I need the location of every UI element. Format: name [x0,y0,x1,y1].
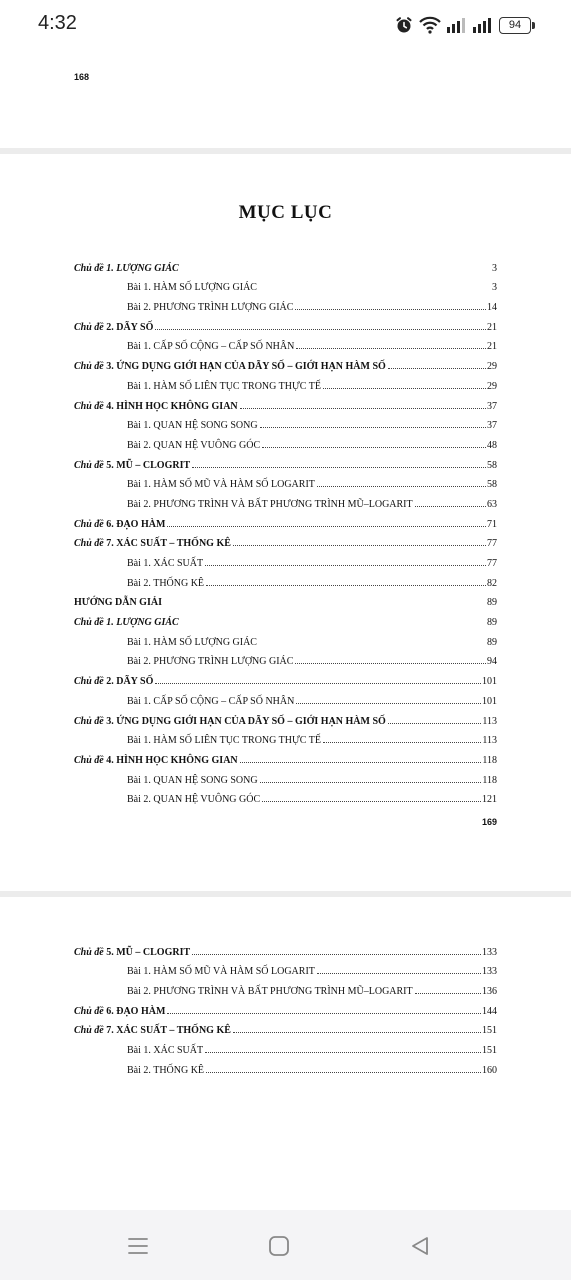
toc-lesson-entry [74,372,497,392]
toc-leader [415,992,481,994]
toc-entry-prefix: Chủ đề 1. [74,617,114,629]
toc-entry-label: Bài 1. HÀM SỐ MŨ VÀ HÀM SỐ LOGARIT [127,966,315,978]
toc-leader [205,1051,481,1053]
toc-leader [240,761,482,763]
toc-lesson-entry [74,431,497,451]
toc-entry-prefix: Chủ đề [74,676,104,688]
toc-entry-prefix: Chủ đề [74,754,104,766]
toc-entry-prefix: Chủ đề [74,1025,104,1037]
toc-page-number: 113 [482,715,497,727]
toc-page-number: 101 [482,676,497,688]
toc-entry-label: Bài 2. PHƯƠNG TRÌNH LƯỢNG GIÁC [127,302,294,314]
toc-entry-label: Bài 1. HÀM SỐ LIÊN TỤC TRONG THỰC TẾ [127,735,321,747]
toc-lesson-entry [74,412,497,432]
toc-entry-label: Bài 2. QUAN HỆ VUÔNG GÓC [127,794,261,806]
toc-entry-label: Bài 2. QUAN HỆ VUÔNG GÓC [127,439,261,451]
toc-entry-title: 2. DÃY SỐ [106,321,154,333]
toc-entry-label: Bài 1. HÀM SỐ MŨ VÀ HÀM SỐ LOGARIT [127,479,315,491]
signal-icon-2 [473,17,493,33]
toc-leader [262,446,486,448]
toc-entry-label: Bài 1. CẤP SỐ CỘNG – CẤP SỐ NHÂN [127,341,295,353]
toc-entry-label [74,597,162,608]
navigation-bar [0,1210,571,1280]
toc-entry-label [74,538,231,549]
toc-leader [317,972,481,974]
toc-page-number: 63 [487,498,497,510]
toc-page-number: 113 [482,735,497,747]
toc-entry-title: LƯỢNG GIÁC [116,617,179,629]
toc-chapter-entry [74,254,497,274]
toc-page-number: 101 [482,695,497,707]
toc-lesson-entry [74,766,497,786]
table-of-contents [74,254,497,805]
toc-lesson-entry [74,628,497,648]
wifi-icon [419,16,441,34]
toc-entry-label: Bài 2. PHƯƠNG TRÌNH VÀ BẤT PHƯƠNG TRÌNH MŨ–LOGARIT [127,986,413,998]
toc-entry-title: 7. XÁC SUẤT – THỐNG KÊ [106,538,231,550]
toc-entry-label: Bài 1. XÁC SUẤT [127,558,204,569]
toc-page-number: 3 [492,282,497,294]
toc-leader [260,426,486,428]
toc-leader [323,387,486,389]
toc-entry-title: 7. XÁC SUẤT – THỐNG KÊ [106,1025,231,1037]
toc-chapter-entry [74,510,497,530]
table-of-contents [74,938,497,1076]
page-169 [0,154,571,891]
toc-page-number: 89 [487,617,497,629]
toc-page-number: 133 [482,966,497,978]
home-icon[interactable] [267,1234,291,1258]
toc-entry-label: Bài 1. QUAN HỆ SONG SONG [127,774,258,786]
toc-entry-label [74,401,238,412]
toc-page-number: 89 [487,636,497,648]
toc-entry-label [74,1025,231,1036]
toc-leader [296,702,481,704]
toc-leader [296,347,486,349]
toc-entry-prefix: Chủ đề [74,459,104,471]
toc-entry-label: Bài 1. HÀM SỐ LƯỢNG GIÁC [127,282,257,294]
toc-leader [205,564,486,566]
toc-page-number: 151 [482,1025,497,1037]
toc-page-number: 37 [487,400,497,412]
toc-lesson-entry [74,549,497,569]
toc-lesson-entry [74,727,497,747]
toc-leader [192,466,486,468]
toc-lesson-entry [74,471,497,491]
toc-entry-prefix: Chủ đề [74,1005,104,1017]
toc-entry-prefix: Chủ đề [74,946,104,958]
toc-entry-prefix: Chủ đề [74,518,104,530]
toc-lesson-entry [74,786,497,806]
toc-leader [233,1031,481,1033]
back-icon[interactable] [408,1234,432,1258]
toc-lesson-entry [74,687,497,707]
toc-entry-title: HƯỚNG DẪN GIẢI [74,597,162,609]
toc-page-number: 3 [492,262,497,274]
signal-icon-1 [447,17,467,33]
toc-entry-label: Bài 1. CẤP SỐ CỘNG – CẤP SỐ NHÂN [127,695,295,707]
toc-entry-label [74,322,153,333]
toc-entry-label [74,460,190,471]
toc-entry-label [74,519,165,530]
toc-lesson-entry [74,293,497,313]
toc-entry-title: LƯỢNG GIÁC [116,262,179,274]
toc-entry-prefix: Chủ đề 1. [74,262,114,274]
battery-icon: 94 [499,17,531,34]
toc-entry-title: 5. MŨ – CLOGRIT [106,946,191,958]
toc-page-number: 118 [482,754,497,766]
toc-entry-title: 6. ĐẠO HÀM [106,1005,166,1017]
toc-page-number: 37 [487,420,497,432]
status-icons [395,14,531,36]
toc-page-number: 21 [487,321,497,333]
toc-page-number: 136 [482,986,497,998]
toc-leader [192,953,481,955]
toc-entry-label [74,947,190,958]
menu-icon[interactable] [126,1234,150,1258]
toc-lesson-entry [74,1056,497,1076]
alarm-icon [395,16,413,34]
page-168 [0,52,571,148]
toc-page-number: 133 [482,946,497,958]
toc-entry-label [74,617,179,628]
toc-entry-title: 4. HÌNH HỌC KHÔNG GIAN [106,400,238,412]
toc-lesson-entry [74,648,497,668]
toc-entry-label: Bài 1. HÀM SỐ LIÊN TỤC TRONG THỰC TẾ [127,380,321,392]
page-number: 169 [482,817,498,827]
toc-leader [206,584,486,586]
toc-chapter-entry [74,352,497,372]
toc-entry-title: 3. ỨNG DỤNG GIỚI HẠN CỦA DÃY SỐ – GIỚI HẠN HÀM SỐ [106,361,386,373]
toc-chapter-entry [74,707,497,727]
toc-entry-label [74,676,153,687]
toc-leader [388,367,486,369]
toc-leader [415,505,486,507]
toc-lesson-entry [74,490,497,510]
toc-entry-label [74,361,386,372]
toc-page-number: 160 [482,1064,497,1076]
toc-leader [167,1012,481,1014]
toc-lesson-entry [74,274,497,294]
toc-chapter-entry [74,938,497,958]
toc-leader [260,781,482,783]
toc-chapter-entry [74,313,497,333]
toc-page-number: 29 [487,361,497,373]
toc-leader [206,1071,481,1073]
toc-entry-prefix: Chủ đề [74,321,104,333]
toc-page-number: 94 [487,656,497,668]
toc-entry-prefix: Chủ đề [74,361,104,373]
toc-page-number: 118 [482,774,497,786]
toc-entry-prefix: Chủ đề [74,538,104,550]
toc-page-number: 58 [487,459,497,471]
toc-lesson-entry [74,333,497,353]
toc-chapter-entry [74,746,497,766]
toc-page-number: 89 [487,597,497,609]
toc-entry-title: 6. ĐẠO HÀM [106,518,166,530]
toc-page-number: 121 [482,794,497,806]
toc-page-number: 82 [487,577,497,589]
toc-lesson-entry [74,1036,497,1056]
toc-entry-label [74,716,386,727]
status-time: 4:32 [38,12,77,34]
toc-chapter-entry [74,392,497,412]
toc-chapter-entry [74,667,497,687]
toc-leader [155,328,486,330]
toc-entry-label: Bài 1. QUAN HỆ SONG SONG [127,420,258,432]
toc-lesson-entry [74,977,497,997]
toc-lesson-entry [74,569,497,589]
toc-page-number: 77 [487,538,497,550]
toc-entry-label: Bài 2. THỐNG KÊ [127,577,205,589]
toc-lesson-entry [74,958,497,978]
toc-page-number: 77 [487,558,497,569]
toc-entry-label: Bài 2. PHƯƠNG TRÌNH VÀ BẤT PHƯƠNG TRÌNH MŨ–LOGARIT [127,498,413,510]
toc-leader [262,800,481,802]
toc-entry-label: Bài 1. HÀM SỐ LƯỢNG GIÁC [127,636,257,648]
page-170 [0,897,571,1210]
toc-leader [388,722,482,724]
toc-leader [323,741,481,743]
toc-page-number: 151 [482,1045,497,1057]
toc-page-number: 144 [482,1005,497,1017]
toc-page-number: 14 [487,302,497,314]
toc-page-number: 21 [487,341,497,353]
toc-leader [317,485,486,487]
toc-page-number: 29 [487,380,497,392]
toc-chapter-entry [74,451,497,471]
toc-entry-label: Bài 1. XÁC SUẤT [127,1045,204,1057]
toc-page-number: 58 [487,479,497,491]
toc-leader [155,682,481,684]
toc-entry-title: 4. HÌNH HỌC KHÔNG GIAN [106,754,238,766]
toc-chapter-entry [74,589,497,609]
toc-entry-label [74,1006,165,1017]
toc-page-number: 48 [487,439,497,451]
toc-chapter-entry [74,530,497,550]
toc-entry-label [74,755,238,766]
toc-entry-label [74,263,179,274]
toc-entry-label: Bài 2. PHƯƠNG TRÌNH LƯỢNG GIÁC [127,656,294,668]
toc-entry-title: 3. ỨNG DỤNG GIỚI HẠN CỦA DÃY SỐ – GIỚI HẠN HÀM SỐ [106,715,386,727]
toc-chapter-entry [74,997,497,1017]
toc-leader [240,407,486,409]
toc-page-number: 71 [487,518,497,530]
status-bar [0,0,571,52]
toc-entry-title: 5. MŨ – CLOGRIT [106,459,191,471]
toc-leader [167,525,486,527]
toc-chapter-entry [74,1017,497,1037]
toc-entry-prefix: Chủ đề [74,400,104,412]
toc-leader [295,662,486,664]
toc-leader [233,544,486,546]
toc-leader [295,308,486,310]
toc-entry-title: 2. DÃY SỐ [106,676,154,688]
toc-entry-prefix: Chủ đề [74,715,104,727]
toc-chapter-entry [74,608,497,628]
page-number: 168 [74,72,90,82]
toc-entry-label: Bài 2. THỐNG KÊ [127,1064,205,1076]
page-title: MỤC LỤC [238,202,333,223]
